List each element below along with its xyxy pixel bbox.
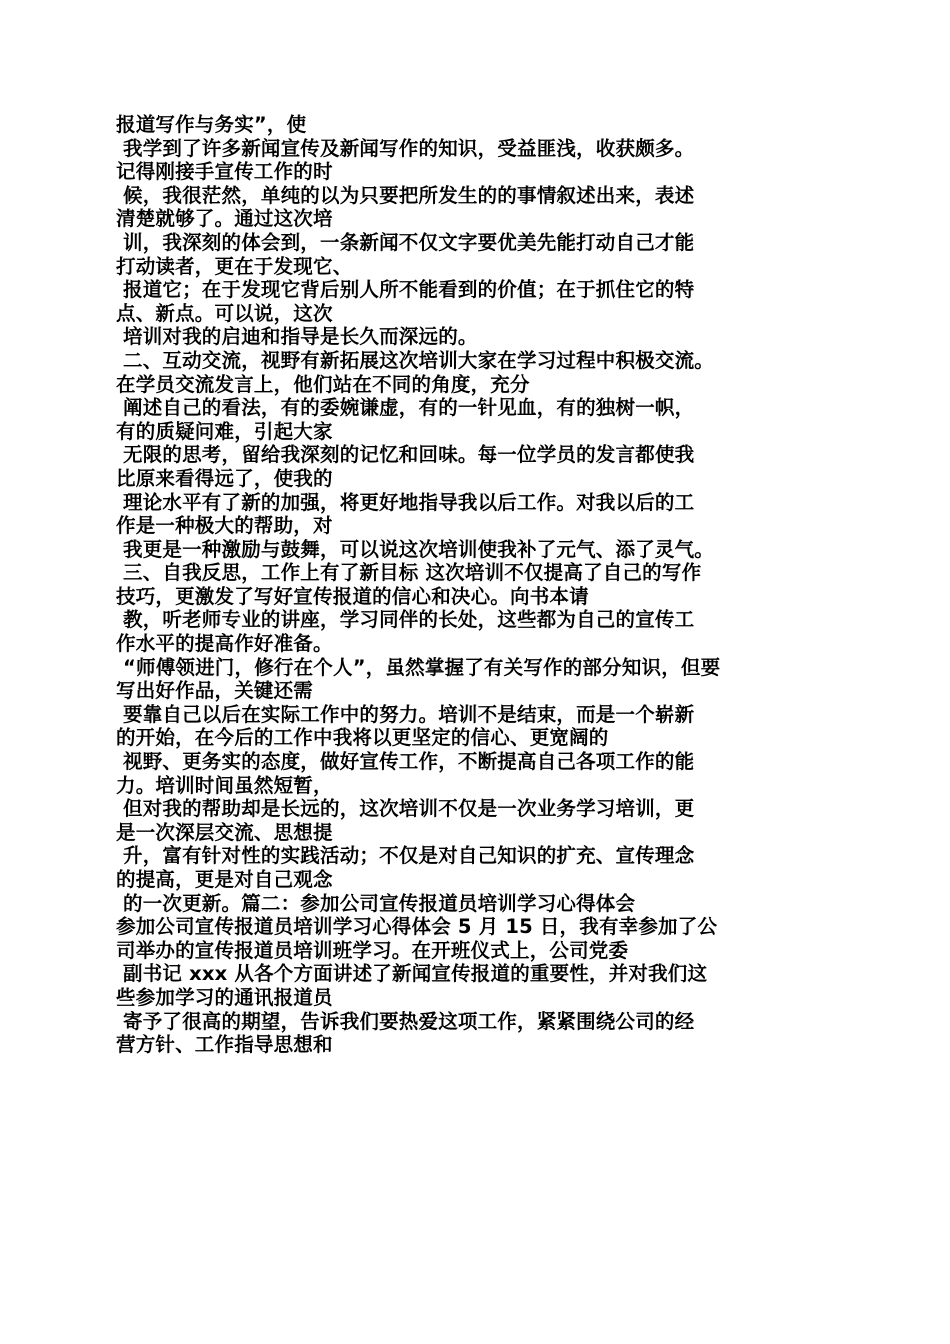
text-line-32: 升，富有针对性的实践活动；不仅是对自己知识的扩充、宣传理念 <box>116 844 695 868</box>
text-line-8: 报道它；在于发现它背后别人所不能看到的价值；在于抓住它的特 <box>116 278 695 302</box>
text-line-4: 候，我很茫然，单纯的以为只要把所发生的的事情叙述出来，表述 <box>116 183 695 207</box>
text-line-35: 参加公司宣传报道员培训学习心得体会 5 月 15 日，我有幸参加了公 <box>116 915 718 939</box>
text-line-38: 些参加学习的通讯报道员 <box>116 985 333 1009</box>
text-line-39: 寄予了很高的期望，告诉我们要热爱这项工作，紧紧围绕公司的经 <box>116 1009 695 1033</box>
text-line-14: 有的质疑问难，引起大家 <box>116 419 333 443</box>
text-line-25: 写出好作品，关键还需 <box>116 679 314 703</box>
text-line-12: 在学员交流发言上，他们站在不同的角度，充分 <box>116 372 530 396</box>
text-line-26: 要靠自己以后在实际工作中的努力。培训不是结束，而是一个崭新 <box>116 702 695 726</box>
text-line-40: 营方针、工作指导思想和 <box>116 1033 333 1057</box>
text-line-28: 视野、更务实的态度，做好宣传工作，不断提高自己各项工作的能 <box>116 750 695 774</box>
text-line-2: 我学到了许多新闻宣传及新闻写作的知识，受益匪浅，收获颇多。 <box>116 136 695 160</box>
text-line-13: 阐述自己的看法，有的委婉谦虚，有的一针见血，有的独树一帜， <box>116 396 695 420</box>
text-line-22: 教，听老师专业的讲座，学习同伴的长处，这些都为自己的宣传工 <box>116 608 695 632</box>
text-line-23: 作水平的提高作好准备。 <box>116 632 333 656</box>
text-line-20: 三、自我反思，工作上有了新目标 这次培训不仅提高了自己的写作 <box>116 561 702 585</box>
text-line-18: 作是一种极大的帮助，对 <box>116 514 333 538</box>
text-line-21: 技巧，更激发了写好宣传报道的信心和决心。向书本请 <box>116 584 589 608</box>
text-line-7: 打动读者，更在于发现它、 <box>116 254 353 278</box>
text-line-27: 的开始，在今后的工作中我将以更坚定的信心、更宽阔的 <box>116 726 609 750</box>
text-line-33: 的提高，更是对自己观念 <box>116 868 333 891</box>
text-line-34: 的一次更新。篇二：参加公司宣传报道员培训学习心得体会 <box>116 891 636 915</box>
text-line-24: “师傅领进门，修行在个人”，虽然掌握了有关写作的部分知识，但要 <box>116 655 721 679</box>
text-line-19: 我更是一种激励与鼓舞，可以说这次培训使我补了元气、添了灵气。 <box>116 537 714 561</box>
text-line-37: 副书记 xxx 从各个方面讲述了新闻宣传报道的重要性，并对我们这 <box>116 962 708 986</box>
text-line-9: 点、新点。可以说，这次 <box>116 301 333 325</box>
text-line-16: 比原来看得远了，使我的 <box>116 466 333 490</box>
text-line-11: 二、互动交流，视野有新拓展这次培训大家在学习过程中积极交流。 <box>116 348 714 372</box>
text-line-10: 培训对我的启迪和指导是长久而深远的。 <box>116 325 478 349</box>
text-line-15: 无限的思考，留给我深刻的记忆和回味。每一位学员的发言都使我 <box>116 443 695 467</box>
text-line-36: 司举办的宣传报道员培训班学习。在开班仪式上，公司党委 <box>116 938 629 962</box>
text-line-30: 但对我的帮助却是长远的，这次培训不仅是一次业务学习培训，更 <box>116 797 695 821</box>
body-text <box>116 113 846 1057</box>
text-line-3: 记得刚接手宣传工作的时 <box>116 160 333 184</box>
text-line-31: 是一次深层交流、思想提 <box>116 820 333 844</box>
text-line-5: 清楚就够了。通过这次培 <box>116 207 333 231</box>
text-line-1: 报道写作与务实”，使 <box>116 113 307 136</box>
text-line-17: 理论水平有了新的加强，将更好地指导我以后工作。对我以后的工 <box>116 490 695 514</box>
text-line-29: 力。培训时间虽然短暂， <box>116 773 333 797</box>
text-line-6: 训，我深刻的体会到，一条新闻不仅文字要优美先能打动自己才能 <box>116 230 695 254</box>
